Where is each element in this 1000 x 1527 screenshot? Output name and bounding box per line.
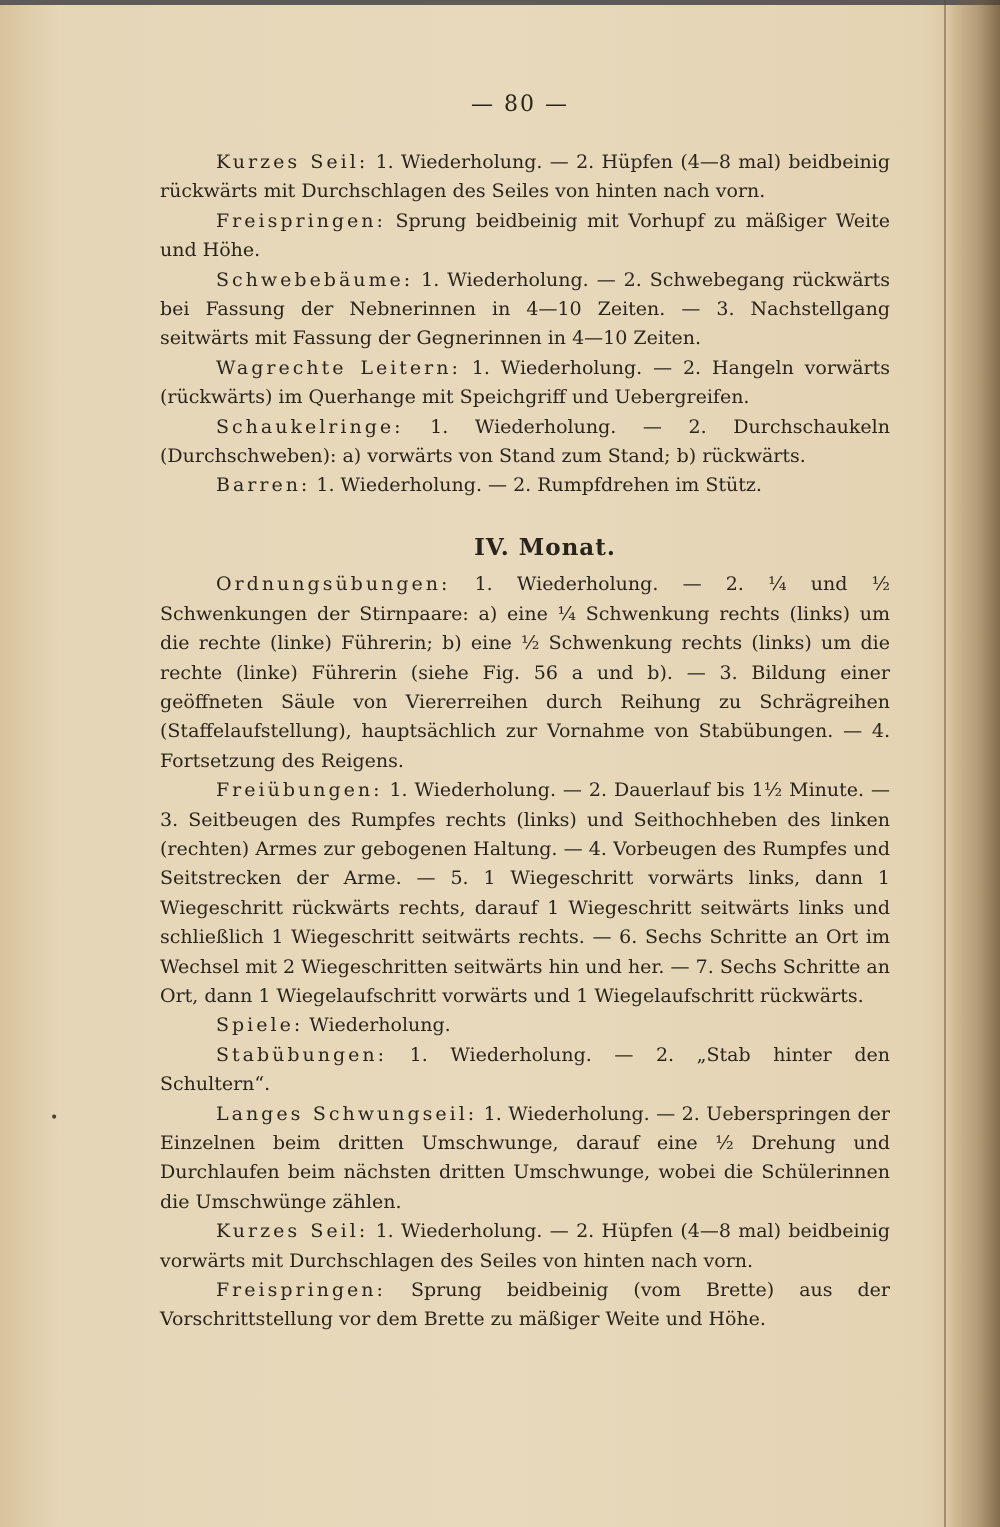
paragraph-lead: Barren: <box>216 474 311 497</box>
page-fold-line <box>944 0 946 1527</box>
paragraph <box>160 1041 890 1100</box>
paragraph <box>160 1217 890 1276</box>
paragraph-lead: Langes Schwungseil: <box>216 1102 478 1125</box>
paragraph-text: 1. Wiederholung. — 2. Ueberspringen der Einzelnen beim dritten Umschwunge, darauf eine ½ Drehung und Durchlaufen beim nächsten dritten Umschwunge, wobei die Schülerinnen die Umschwünge zählen. <box>160 1102 890 1213</box>
paragraph-text: 1. Wiederholung. — 2. Hüpfen (4—8 mal) beidbeinig rückwärts mit Durchschlagen des Seiles von hinten nach vorn. <box>160 151 891 203</box>
paragraph <box>160 1011 890 1040</box>
paragraph-lead: Freispringen: <box>216 209 386 232</box>
page-number: — 80 — <box>471 92 569 117</box>
paragraph-text: 1. Wiederholung. — 2. ¼ und ½ Schwenkungen der Stirnpaare: a) eine ¼ Schwenkung rechts (links) um die rechte (linke) Führerin; b) eine ½ Schwenkung rechts (links) um die rechte (linke) Führerin (siehe Fig. 56 a und b). — 3. Bildung einer geöffneten Säule von Viererreihen durch Reihung zu Schrägreihen (Staffelaufstellung), hauptsächlich zur Vornahme von Stabübungen. — 4. Fortsetzung des Reigens. <box>160 573 890 772</box>
paragraph <box>160 1276 890 1335</box>
paragraph <box>160 148 890 207</box>
paragraph-lead: Schwebebäume: <box>216 268 414 291</box>
paragraph <box>160 776 890 1011</box>
paragraph <box>160 1100 890 1218</box>
paragraph <box>160 413 890 472</box>
paragraph-text: 1. Wiederholung. — 2. Hüpfen (4—8 mal) beidbeinig vorwärts mit Durchschlagen des Seiles von hinten nach vorn. <box>160 1220 891 1272</box>
paragraph <box>160 471 890 500</box>
body-text <box>160 148 890 1335</box>
margin-mark: • <box>50 1110 59 1126</box>
paragraph-lead: Schaukelringe: <box>216 415 404 438</box>
paragraph-text: Sprung beidbeinig (vom Brette) aus der Vorschrittstellung vor dem Brette zu mäßiger Weite und Höhe. <box>160 1279 890 1331</box>
paragraph-text: 1. Wiederholung. — 2. Rumpfdrehen im Stütz. <box>310 474 762 497</box>
paragraph-text: 1. Wiederholung. — 2. Durchschaukeln (Durchschweben): a) vorwärts von Stand zum Stand; b) rückwärts. <box>160 415 890 468</box>
paragraph-text: 1. Wiederholung. — 2. Schwebegang rückwärts bei Fassung der Nebnerinnen in 4—10 Zeiten. — 3. Nachstellgang seitwärts mit Fassung der Gegnerinnen in 4—10 Zeiten. <box>160 268 890 350</box>
section-iii-paragraphs <box>160 148 890 501</box>
paragraph-lead: Spiele: <box>216 1014 304 1037</box>
paragraph <box>160 354 890 413</box>
section-iv-paragraphs <box>160 570 890 1335</box>
paragraph <box>160 570 890 776</box>
paragraph-lead: Freispringen: <box>216 1279 386 1302</box>
paragraph-text: 1. Wiederholung. — 2. „Stab hinter den Schultern“. <box>160 1043 890 1096</box>
paragraph-lead: Freiübungen: <box>216 779 383 802</box>
section-heading: IV. Monat. <box>474 533 616 561</box>
paragraph-text: 1. Wiederholung. — 2. Hangeln vorwärts (rückwärts) im Querhange mit Speichgriff und Uebergreifen. <box>160 356 890 409</box>
paragraph <box>160 207 890 266</box>
top-edge <box>0 0 1000 5</box>
paragraph-lead: Ordnungsübungen: <box>216 573 451 596</box>
paragraph-lead: Wagrechte Leitern: <box>216 356 461 379</box>
paragraph-lead: Kurzes Seil: <box>216 151 369 173</box>
paragraph-text: Wiederholung. <box>303 1014 451 1037</box>
paragraph <box>160 266 890 354</box>
paragraph-lead: Stabübungen: <box>216 1043 388 1066</box>
paragraph-lead: Kurzes Seil: <box>216 1220 369 1243</box>
page-gutter-shadow <box>945 0 1000 1527</box>
paragraph-text: 1. Wiederholung. — 2. Dauerlauf bis 1½ Minute. — 3. Seitbeugen des Rumpfes rechts (links) und Seithochheben des linken (rechten) Armes zur gebogenen Haltung. — 4. Vorbeugen des Rumpfes und Seitstrecken der Arme. — 5. 1 Wiegeschritt vorwärts links, dann 1 Wiegeschritt rückwärts rechts, darauf 1 Wiegeschritt seitwärts links und schließlich 1 Wiegeschritt seitwärts rechts. — 6. Sechs Schritte an Ort im Wechsel mit 2 Wiegeschritten seitwärts hin und her. — 7. Sechs Schritte an Ort, dann 1 Wiegelaufschritt vorwärts und 1 Wiegelaufschritt rückwärts. <box>160 779 890 1007</box>
paragraph-text: Sprung beidbeinig mit Vorhupf zu mäßiger Weite und Höhe. <box>160 209 890 262</box>
